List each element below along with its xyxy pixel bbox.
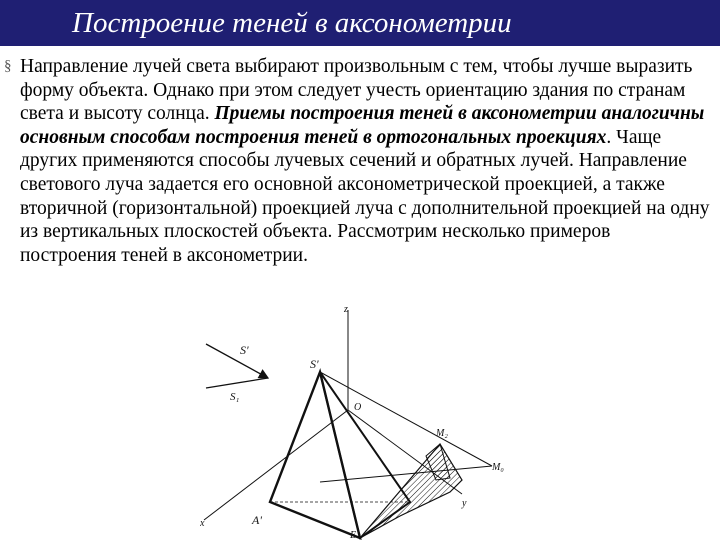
label-apex: S' — [310, 357, 319, 371]
figure-drawing — [200, 306, 510, 540]
slide-title: Построение теней в аксонометрии — [72, 7, 512, 39]
paragraph-emphasis: Приемы построения теней в аксонометрии аналогичны основным способам построения теней в ортогональных проекциях — [20, 103, 705, 148]
label-axis-z: z — [344, 306, 348, 315]
label-ray-s1: S₁ — [230, 391, 240, 403]
paragraph-intro: Направление лучей света выбирают произвольным с тем, чтобы лучше выразить форму объекта. Однако при этом следует учесть ориентацию здания по странам света и высоту солнца. — [20, 56, 693, 125]
axonometric-shadow-figure — [200, 306, 510, 540]
light-ray-main — [206, 344, 268, 378]
label-point-e: E — [350, 530, 357, 540]
label-ray-s: S' — [240, 343, 249, 357]
label-axis-y: y — [462, 498, 467, 509]
body-paragraph — [20, 55, 710, 267]
light-ray-secondary — [206, 378, 268, 388]
label-axis-x: x — [200, 518, 205, 529]
bullet-marker: § — [4, 58, 12, 74]
label-origin: O — [354, 402, 362, 413]
label-point-a: A' — [252, 513, 262, 527]
cast-shadow — [360, 444, 462, 538]
paragraph-rest: . Чаще других применяются способы лучевых сечений и обратных лучей. Направление светового луча задается его основной аксонометрической проекцией, а также вторичной (горизонтальной) проекцией луча с дополнительной проекцией на одну из вертикальных плоскостей объекта. Рассмотрим несколько примеров построения теней в аксонометрии. — [20, 126, 710, 266]
label-point-m0: M₀ — [492, 462, 504, 473]
title-bar — [0, 0, 720, 46]
label-point-m: M₂ — [436, 428, 448, 439]
pyramid-face-front — [270, 372, 360, 538]
shadow-ray-upper — [320, 372, 492, 466]
